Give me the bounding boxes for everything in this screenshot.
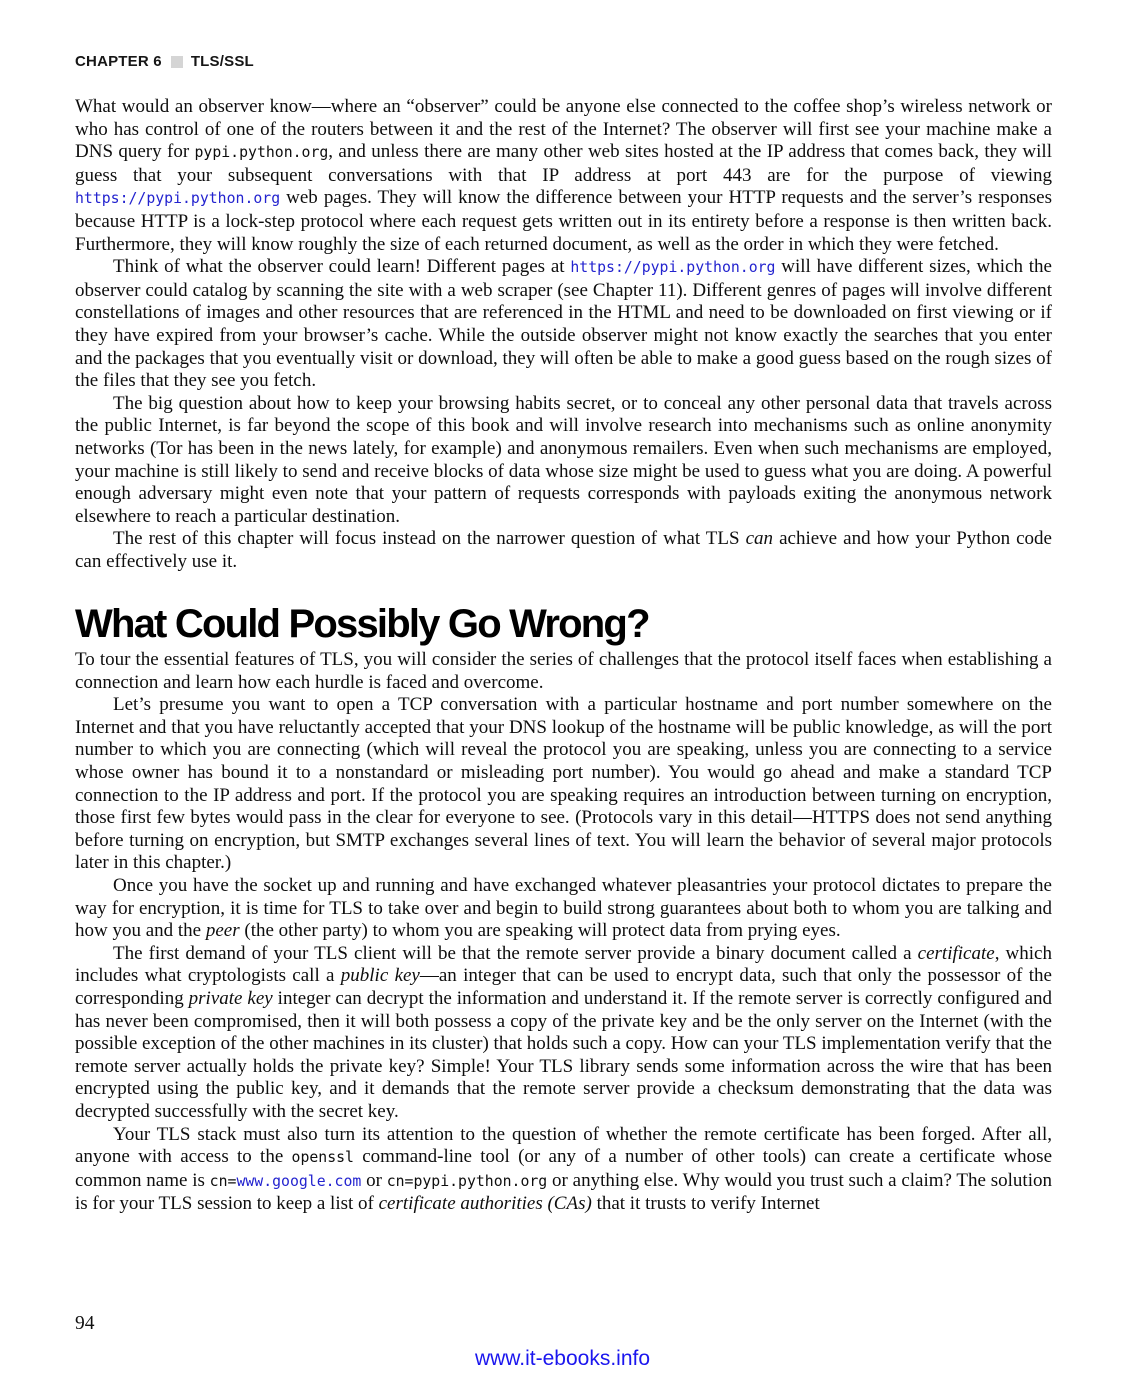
italic-run: certificate (917, 942, 995, 964)
text-run: What would an observer know—where an “observer” could be anyone else connected to the coffee shop’s wireless network or who has control of one of the routers between it and the rest of the Internet? The observer will first see your machine make a DNS query for (75, 96, 1052, 163)
inline-link[interactable]: https://pypi.python.org (570, 259, 776, 277)
chapter-label: CHAPTER 6 (75, 53, 162, 70)
text-run: , and unless there are many other web sites hosted at the IP address that comes back, they will guess that your subsequent conversations with that IP address at port 443 are for the purpose of viewing (75, 141, 1052, 186)
text-run: The big question about how to keep your browsing habits secret, or to conceal any other personal data that travels across the public Internet, is far beyond the scope of this book and will involve research into mechanisms such as online anonymity networks (Tor has been in the news lately, for example) and anonymous remailers. Even when such mechanisms are employed, your machine is still likely to send and receive blocks of data whose size might be used to guess what you are doing. A powerful enough adversary might even note that your pattern of requests corresponds with payloads exiting the anonymous network elsewhere to reach a particular destination. (75, 392, 1052, 527)
section-heading: What Could Possibly Go Wrong? (75, 602, 649, 647)
italic-run: certificate authorities (CAs) (378, 1193, 592, 1215)
watermark-link[interactable]: www.it-ebooks.info (474, 1347, 651, 1370)
text-run: integer can decrypt the information and understand it. If the remote server is correctly configured and has never been compromised, then it will both possess a copy of the private key and be the only server on the Internet (with the possible exception of the other machines in its cluster) that holds such a copy. How can your TLS implementation verify that the remote server actually holds the private key? Simple! Your TLS library sends some information across the wire that has been encrypted using the public key, and it demands that the remote server provide a checksum demonstrating that the data was decrypted successfully with the secret key. (75, 987, 1053, 1122)
paragraph (75, 1124, 1052, 1216)
code-run: openssl (291, 1149, 354, 1167)
running-head (75, 53, 254, 70)
text-run: achieve and how your Python code can effectively use it. (75, 528, 1052, 572)
paragraph (75, 96, 1052, 256)
text-run: that it trusts to verify Internet (591, 1193, 820, 1215)
paragraph (75, 694, 1052, 875)
body-text (75, 96, 1052, 1216)
chapter-title: TLS/SSL (190, 53, 254, 70)
text-run: Once you have the socket up and running and have exchanged whatever pleasantries your protocol dictates to prepare the way for encryption, it is time for TLS to take over and begin to build strong guarantees about both to whom you are talking and how you and the (75, 875, 1052, 942)
text-run: web pages. They will know the difference between your HTTP requests and the server’s responses because HTTP is a lock-step protocol where each request gets written out in its entirety before a response is then written back. Furthermore, they will know roughly the size of each returned document, as well as the order in which they were fetched. (75, 187, 1052, 255)
inline-link[interactable]: https://pypi.python.org (75, 190, 281, 208)
code-run: cn=pypi.python.org (386, 1172, 548, 1190)
paragraph (75, 943, 1052, 1124)
paragraph (75, 649, 1052, 694)
text-run: will have different sizes, which the observer could catalog by scanning the site with a web scraper (see Chapter 11). Different genres of pages will involve different constellations of images and other resources that are referenced in the HTML and need to be downloaded on first viewing or if they have expired from your browser’s cache. While the outside observer might not know exactly the searches that you enter and the packages that you eventually visit or download, they will often be able to make a good guess based on the rough sizes of the files that they see you fetch. (75, 256, 1052, 392)
inline-link[interactable]: www.google.com (236, 1172, 362, 1190)
text-run: To tour the essential features of TLS, you will consider the series of challenges that the protocol itself faces when establishing a connection and learn how each hurdle is faced and overcome. (75, 649, 1052, 693)
paragraph (75, 528, 1052, 573)
text-run: command-line tool (or any of a number of other tools) can create a certificate whose common name is (75, 1146, 1053, 1191)
text-run: —an integer that can be used to encrypt data, such that only the possessor of the corresponding (75, 965, 1052, 1009)
text-run: Your TLS stack must also turn its attention to the question of whether the remote certificate has been forged. After all, anyone with access to the (75, 1123, 1052, 1168)
page-number: 94 (75, 1313, 95, 1334)
italic-run: public key (340, 965, 420, 987)
paragraph (75, 875, 1052, 943)
paragraph (75, 393, 1052, 529)
section-marker-icon (171, 56, 183, 68)
text-run: The first demand of your TLS client will be that the remote server provide a binary document called a (113, 942, 918, 964)
text-run: The rest of this chapter will focus instead on the narrower question of what TLS (113, 528, 746, 550)
italic-run: can (745, 528, 774, 550)
text-run: or anything else. Why would you trust such a claim? The solution is for your TLS session to keep a list of (75, 1169, 1052, 1215)
italic-run: private key (188, 987, 273, 1009)
text-run: (the other party) to whom you are speaking will protect data from prying eyes. (239, 920, 841, 942)
italic-run: peer (205, 920, 240, 942)
paragraph (75, 256, 1052, 393)
text-run: Think of what the observer could learn! Different pages at (113, 256, 571, 278)
code-run: cn= (209, 1172, 237, 1190)
code-run: pypi.python.org (194, 144, 329, 162)
text-run: or (361, 1169, 387, 1191)
text-run: Let’s presume you want to open a TCP conversation with a particular hostname and port number somewhere on the Internet and that you have reluctantly accepted that your DNS lookup of the hostname will be public knowledge, as will the port number to which you are connecting (which will reveal the protocol you are speaking, unless you are connecting to a service whose owner has bound it to a nonstandard or misleading port number). You would go ahead and make a standard TCP connection to the IP address and port. If the protocol you are speaking requires an introduction between turning on encryption, those first few bytes would pass in the clear for everyone to see. (Protocols vary in this detail—HTTPS does not send anything before turning on encryption, but SMTP exchanges several lines of text. You will learn the behavior of several major protocols later in this chapter.) (75, 694, 1052, 874)
text-run: , which includes what cryptologists call a (75, 942, 1052, 987)
